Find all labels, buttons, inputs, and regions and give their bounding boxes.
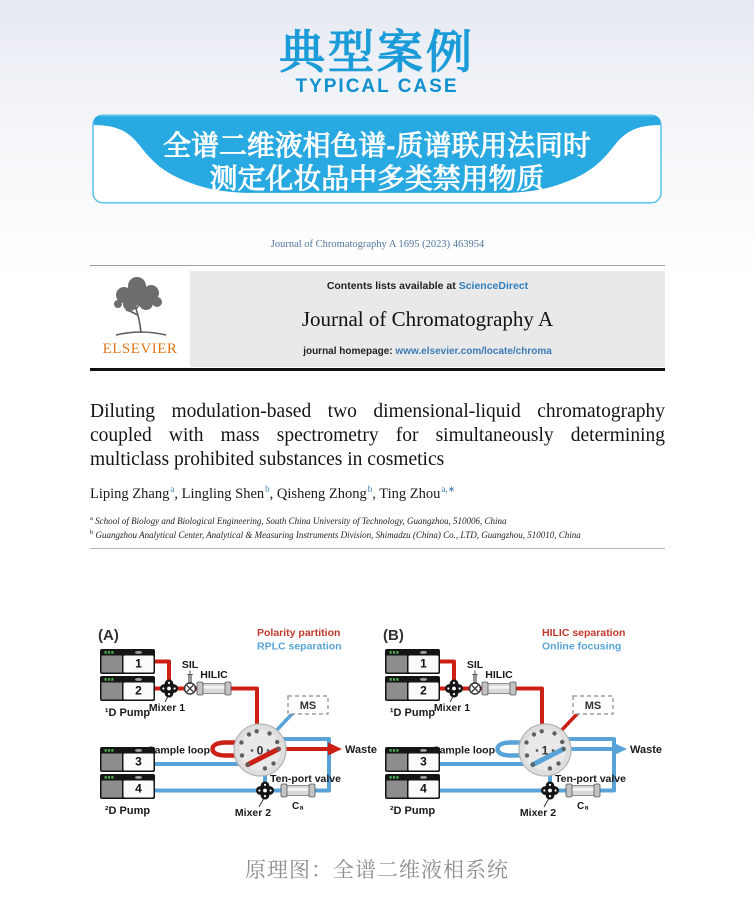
- panel-label: (A): [98, 627, 119, 644]
- author-sup: b: [265, 484, 270, 494]
- valve-port: [561, 747, 565, 751]
- syringe-barrel: [189, 675, 192, 683]
- led-indicator: [390, 749, 392, 752]
- pump-module: [100, 649, 155, 674]
- author-name: Liping Zhang: [90, 485, 170, 502]
- panel: [98, 627, 377, 819]
- article-title: Diluting modulation-based two dimensional-liquid chromatography coupled with mass spectrometry for simultaneously determining multiclass prohibited substances in cosmetics: [90, 401, 665, 470]
- mixer-port: [168, 693, 170, 695]
- panel-label: (B): [383, 627, 404, 644]
- pump-number: 4: [135, 781, 142, 796]
- led-indicator: [105, 651, 107, 654]
- valve-port: [524, 740, 528, 744]
- pump-1d-label: ¹D Pump: [389, 707, 436, 719]
- valve-port: [548, 766, 552, 770]
- led-indicator: [111, 651, 113, 654]
- legend-bottom: RPLC separation: [257, 640, 342, 653]
- sil-injector: [185, 671, 196, 695]
- mixer1-label: Mixer 1: [433, 702, 471, 714]
- legend-bottom: Online focusing: [542, 640, 622, 653]
- pump-module: [385, 774, 440, 799]
- mixer-icon: [445, 680, 463, 698]
- ms-label: MS: [299, 700, 317, 712]
- valve-port: [271, 761, 275, 765]
- hilic-label: HILIC: [485, 669, 513, 681]
- led-indicator: [111, 678, 113, 681]
- sample-loop-label: Sample loop: [432, 744, 495, 757]
- valve-port: [267, 731, 271, 735]
- ms-label: MS: [584, 700, 602, 712]
- pump-vent: [135, 749, 142, 752]
- column-cap: [309, 784, 315, 797]
- pump-vent: [135, 678, 142, 681]
- banner-ribbon: [92, 114, 662, 206]
- mixer-port: [555, 789, 557, 791]
- homepage-link[interactable]: www.elsevier.com/locate/chroma: [395, 346, 552, 357]
- column-cap: [197, 682, 203, 695]
- mixer-port: [543, 789, 545, 791]
- waste-arrow: [613, 743, 627, 756]
- mixer-port: [549, 784, 551, 786]
- valve-port: [532, 732, 536, 736]
- column-cap: [510, 682, 516, 695]
- c8-label: C₈: [577, 801, 589, 812]
- affiliation-text: School of Biology and Biological Engineering, South China University of Technology, Guangzhou, 510006, China: [92, 516, 507, 526]
- column-highlight: [571, 788, 595, 791]
- tube-pump1-mixer1: [440, 662, 454, 682]
- valve-position: 0: [256, 743, 264, 758]
- banner-line1: 全谱二维液相色谱-质谱联用法同时: [163, 130, 591, 162]
- valve-port: [239, 740, 243, 744]
- column-cap: [482, 682, 488, 695]
- elsevier-logo: [90, 271, 190, 367]
- mixer-port: [549, 795, 551, 797]
- led-indicator: [393, 776, 395, 779]
- column-highlight: [202, 686, 226, 689]
- author-line: Liping Zhang$^a$, Lingling Shen$^b$, Qisheng Zhong$^b$, Ting Zhou$^{a,∗}$: [90, 484, 456, 502]
- led-indicator: [393, 678, 395, 681]
- valve-port: [525, 753, 529, 757]
- led-indicator: [390, 776, 392, 779]
- valve-port: [247, 732, 251, 736]
- affiliation-sup: a: [90, 515, 93, 522]
- system-schematic: [85, 612, 675, 847]
- mixer-port: [453, 682, 455, 684]
- valve-port: [246, 762, 250, 766]
- mixer-center: [167, 686, 172, 691]
- column-icon: [281, 784, 315, 797]
- journal-banner-box: [190, 271, 665, 367]
- banner-line2: 测定化妆品中多类禁用物质: [209, 162, 545, 194]
- valve-port: [275, 740, 279, 744]
- column-cap: [281, 784, 287, 797]
- column-cap: [594, 784, 600, 797]
- led-indicator: [393, 749, 395, 752]
- pump-2d-label: ²D Pump: [104, 805, 151, 817]
- mixer2-label: Mixer 2: [234, 807, 272, 819]
- led-indicator: [396, 678, 398, 681]
- journal-name: Journal of Chromatography A: [301, 306, 554, 331]
- sample-loop-label: Sample loop: [147, 744, 210, 757]
- waste-arrow: [328, 743, 342, 756]
- pump-module: [385, 649, 440, 674]
- journal-citation: Journal of Chromatography A 1695 (2023) 463954: [270, 239, 485, 250]
- column-icon: [566, 784, 600, 797]
- tube-pump1-mixer1: [155, 662, 169, 682]
- column-icon: [482, 682, 516, 695]
- elsevier-tree-icon: [104, 271, 176, 343]
- led-indicator: [111, 749, 113, 752]
- author-name: Lingling Shen: [181, 485, 265, 502]
- thick-rule: [90, 368, 665, 371]
- syringe-plunger: [472, 671, 477, 675]
- waste-label: Waste: [630, 744, 662, 756]
- homepage-prefix: journal homepage:: [303, 346, 396, 357]
- valve-port: [536, 749, 539, 752]
- led-indicator: [108, 678, 110, 681]
- tubing: [155, 662, 169, 682]
- mixer-center: [548, 788, 553, 793]
- led-indicator: [396, 776, 398, 779]
- mixer-port: [258, 789, 260, 791]
- pump-module: [100, 676, 155, 701]
- mixer-port: [162, 687, 164, 689]
- column-cap: [566, 784, 572, 797]
- valve-port: [531, 762, 535, 766]
- led-indicator: [108, 749, 110, 752]
- pump-left-panel: [102, 683, 123, 700]
- waste-label: Waste: [345, 744, 377, 756]
- pump-left-panel: [102, 656, 123, 673]
- column-highlight: [286, 788, 310, 791]
- pump-vent: [420, 749, 427, 752]
- valve-port: [556, 761, 560, 765]
- mixer-port: [453, 693, 455, 695]
- page-subtitle: TYPICAL CASE: [295, 76, 459, 97]
- pump-left-panel: [387, 781, 408, 798]
- mixer-port: [459, 687, 461, 689]
- valve-port: [267, 749, 270, 752]
- syringe-barrel: [474, 675, 477, 683]
- pump-vent: [420, 651, 427, 654]
- ten-port-valve-label: Ten-port valve: [555, 773, 626, 785]
- pump-1d-label: ¹D Pump: [104, 707, 151, 719]
- column-highlight: [487, 686, 511, 689]
- panel: [383, 627, 662, 819]
- mixer2-label: Mixer 2: [519, 807, 557, 819]
- pump-number: 2: [420, 683, 427, 698]
- valve-port: [540, 729, 544, 733]
- valve-port: [552, 731, 556, 735]
- author-name: Qisheng Zhong: [276, 485, 367, 502]
- led-indicator: [396, 749, 398, 752]
- author-sup: a: [170, 484, 175, 494]
- sil-injector: [470, 671, 481, 695]
- pump-left-panel: [387, 656, 408, 673]
- contents-line: [327, 280, 528, 292]
- valve-port: [255, 729, 259, 733]
- led-indicator: [393, 651, 395, 654]
- affiliation-text: Guangzhou Analytical Center, Analytical & Measuring Instruments Division, Shimadzu (China) Co., LTD, Guangzhou, 510010, China: [93, 530, 581, 541]
- elsevier-wordmark: ELSEVIER: [102, 341, 178, 357]
- pump-vent: [135, 651, 142, 654]
- led-indicator: [390, 651, 392, 654]
- valve-port: [263, 766, 267, 770]
- pump-number: 3: [420, 754, 427, 769]
- led-indicator: [390, 678, 392, 681]
- affiliations: [90, 514, 665, 542]
- pump-vent: [420, 776, 427, 779]
- led-indicator: [105, 678, 107, 681]
- sil-label: SIL: [466, 659, 484, 671]
- legend-top: Polarity partition: [257, 627, 341, 639]
- valve-position: 1: [541, 743, 549, 758]
- pump-left-panel: [387, 754, 408, 771]
- sil-label: SIL: [181, 659, 199, 671]
- pump-left-panel: [387, 683, 408, 700]
- valve-port: [240, 753, 244, 757]
- led-indicator: [105, 749, 107, 752]
- pump-left-panel: [102, 754, 123, 771]
- figure-caption: 原理图：全谱二维液相系统: [245, 859, 509, 882]
- valve-port: [560, 740, 564, 744]
- valve-port: [552, 749, 555, 752]
- page-title: 典型案例: [279, 26, 475, 78]
- mixer-port: [270, 789, 272, 791]
- divider: [90, 265, 665, 266]
- mixer-port: [174, 687, 176, 689]
- pump-number: 1: [135, 656, 142, 671]
- homepage-line: [303, 346, 552, 357]
- pump-number: 3: [135, 754, 142, 769]
- pump-module: [100, 774, 155, 799]
- pump-module: [385, 676, 440, 701]
- mixer-port: [447, 687, 449, 689]
- affiliation-line: [90, 514, 665, 528]
- led-indicator: [108, 776, 110, 779]
- ten-port-valve: [234, 724, 286, 776]
- mixer-port: [168, 682, 170, 684]
- affiliation-sup: b: [90, 529, 94, 537]
- pump-number: 2: [135, 683, 142, 698]
- mixer-icon: [160, 680, 178, 698]
- pump-vent: [420, 678, 427, 681]
- pump-vent: [135, 776, 142, 779]
- author-sup: a,∗: [441, 484, 456, 494]
- mixer1-label: Mixer 1: [148, 702, 186, 714]
- tubing: [155, 662, 169, 682]
- mixer-port: [264, 784, 266, 786]
- led-indicator: [111, 776, 113, 779]
- c8-label: C₈: [292, 801, 304, 812]
- valve-port: [276, 747, 280, 751]
- column-cap: [225, 682, 231, 695]
- led-indicator: [108, 651, 110, 654]
- affiliation-line: [90, 528, 665, 542]
- hilic-label: HILIC: [200, 669, 228, 681]
- led-indicator: [105, 776, 107, 779]
- mixer-port: [264, 795, 266, 797]
- led-indicator: [396, 651, 398, 654]
- author-name: Ting Zhou: [379, 485, 441, 502]
- pump-left-panel: [102, 781, 123, 798]
- pump-2d-label: ²D Pump: [389, 805, 436, 817]
- journal-header: [90, 271, 665, 367]
- contents-prefix: Contents lists available at: [326, 280, 459, 292]
- mixer-center: [263, 788, 268, 793]
- column-icon: [197, 682, 231, 695]
- pump-number: 1: [420, 656, 427, 671]
- legend-top: HILIC separation: [542, 627, 626, 639]
- ten-port-valve-label: Ten-port valve: [270, 773, 341, 785]
- syringe-plunger: [187, 671, 192, 675]
- mixer-center: [452, 686, 457, 691]
- valve-port: [251, 749, 254, 752]
- ten-port-valve: [519, 724, 571, 776]
- pump-number: 4: [420, 781, 427, 796]
- sciencedirect-link[interactable]: ScienceDirect: [458, 280, 529, 292]
- author-sup: b: [367, 484, 373, 494]
- divider: [90, 548, 665, 549]
